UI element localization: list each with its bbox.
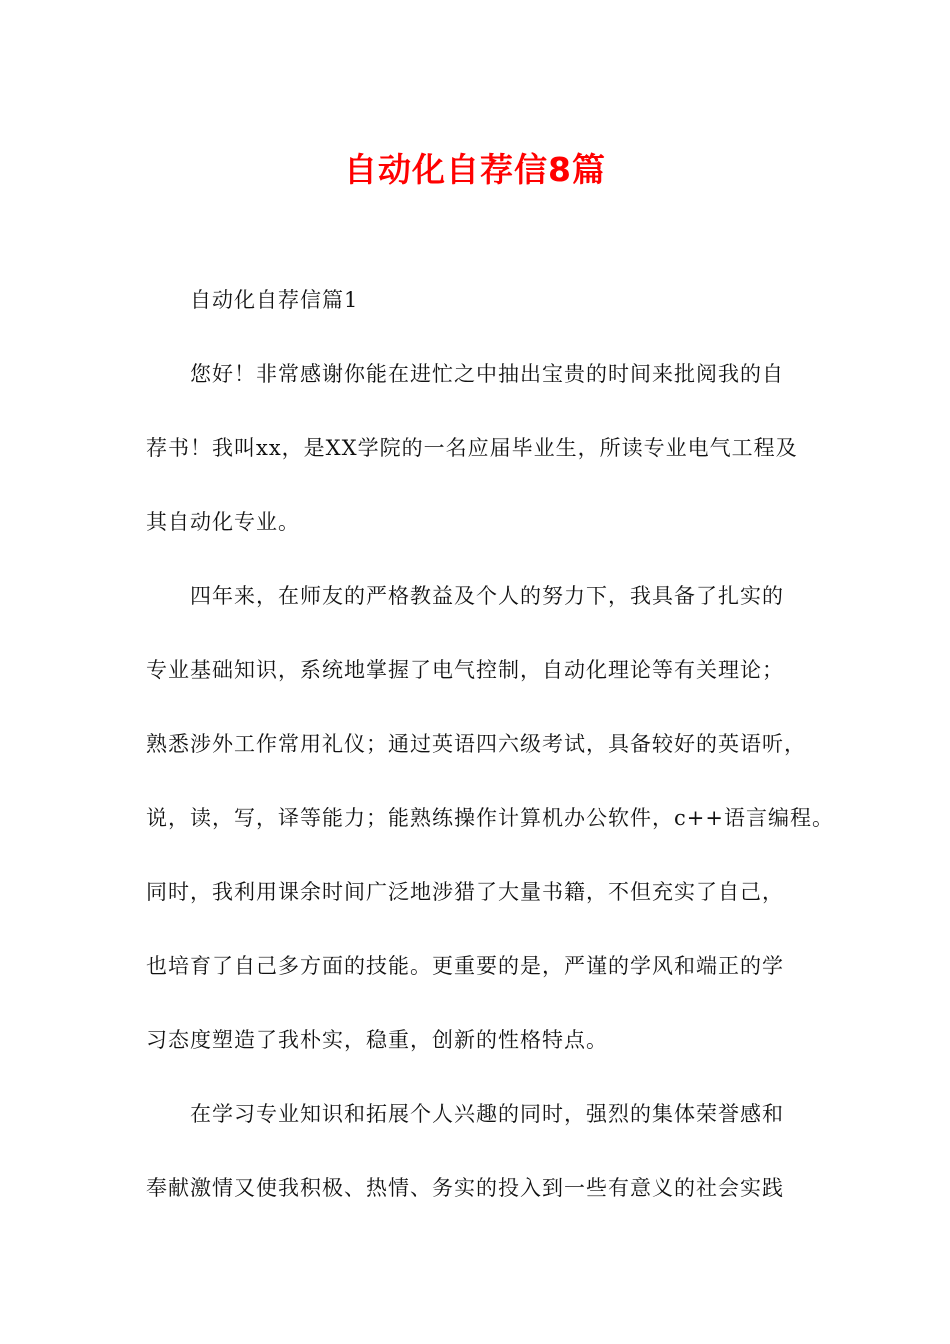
paragraph-line: 在学习专业知识和拓展个人兴趣的同时，强烈的集体荣誉感和 (190, 1102, 784, 1126)
paragraph-line: 四年来，在师友的严格教益及个人的努力下，我具备了扎实的 (190, 584, 784, 608)
paragraph-line: 同时，我利用课余时间广泛地涉猎了大量书籍，不但充实了自己， (146, 880, 784, 904)
paragraph-line: 习态度塑造了我朴实，稳重，创新的性格特点。 (146, 1028, 608, 1052)
paragraph-line: 荐书！我叫xx，是XX学院的一名应届毕业生，所读专业电气工程及 (146, 436, 798, 460)
paragraph-line: 其自动化专业。 (146, 510, 300, 534)
paragraph-line: 奉献激情又使我积极、热情、务实的投入到一些有意义的社会实践 (146, 1176, 784, 1200)
paragraph-line: 熟悉涉外工作常用礼仪；通过英语四六级考试，具备较好的英语听， (146, 732, 806, 756)
document-title: 自动化自荐信8篇 (344, 150, 606, 189)
paragraph-line: 专业基础知识，系统地掌握了电气控制，自动化理论等有关理论； (146, 658, 784, 682)
paragraph-line: 您好！非常感谢你能在进忙之中抽出宝贵的时间来批阅我的自 (190, 362, 784, 386)
paragraph-line: 也培育了自己多方面的技能。更重要的是，严谨的学风和端正的学 (146, 954, 784, 978)
section-heading: 自动化自荐信篇1 (190, 288, 359, 312)
paragraph-line: 说，读，写，译等能力；能熟练操作计算机办公软件，c++语言编程。 (146, 806, 834, 830)
